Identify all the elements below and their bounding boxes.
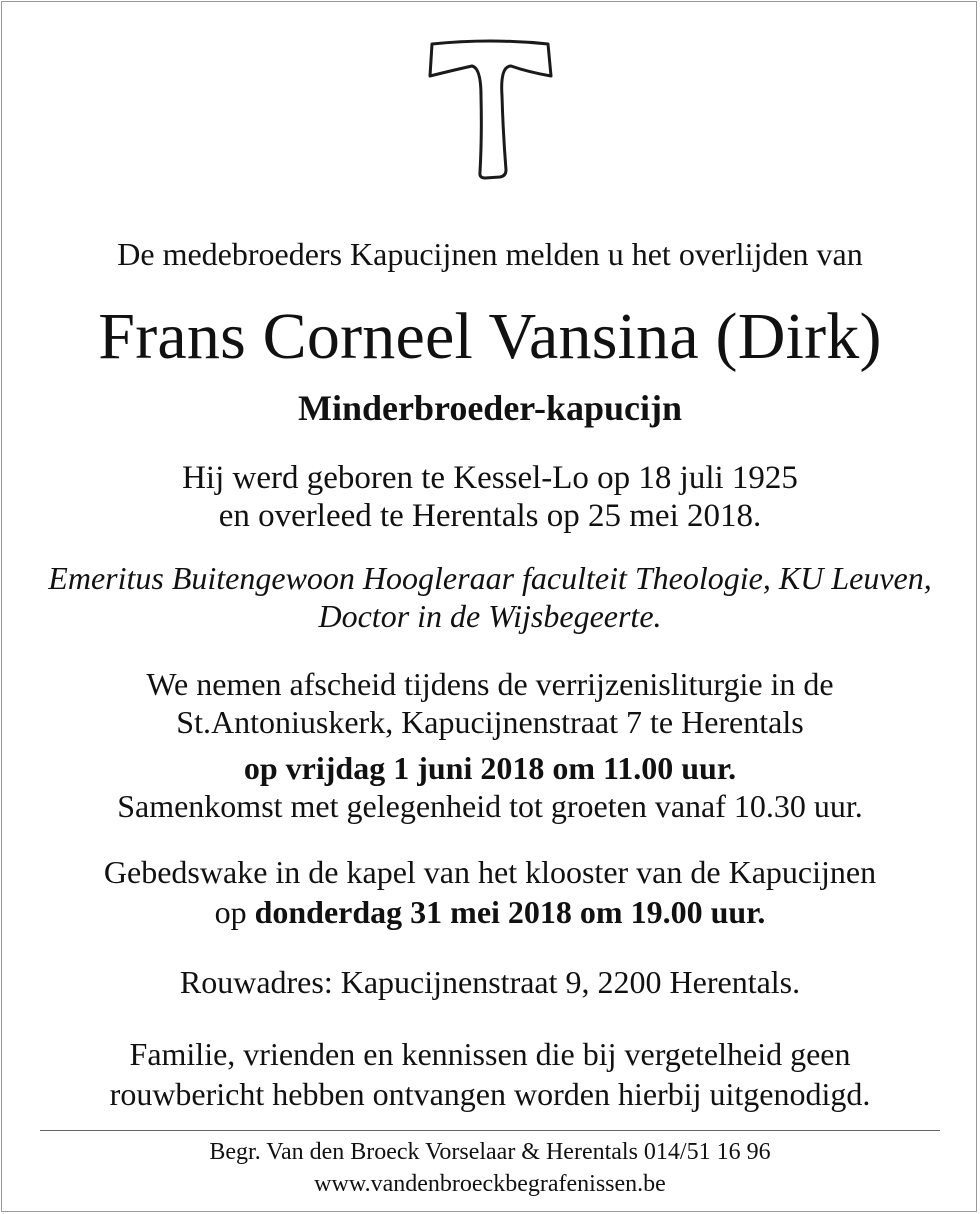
footer-divider [40,1130,940,1131]
tau-cross-icon [412,36,568,186]
deceased-name: Frans Corneel Vansina (Dirk) [98,300,882,373]
death-line: en overleed te Herentals op 25 mei 2018. [218,498,762,534]
undertaker-website: www.vandenbroeckbegrafenissen.be [314,1171,666,1197]
religious-title: Minderbroeder-kapucijn [298,388,682,428]
funeral-location: St.Antoniuskerk, Kapucijnenstraat 7 te Herentals [176,704,804,740]
funeral-date: op vrijdag 1 juni 2018 om 11.00 uur. [243,750,737,786]
academic-title-line: Emeritus Buitengewoon Hoogleraar faculteit Theologie, KU Leuven, [48,560,932,596]
prayer-vigil-date-line [0,896,980,928]
funeral-text-line: We nemen afscheid tijdens de verrijzenisliturgie in de [146,666,834,702]
mourning-address: Rouwadres: Kapucijnenstraat 9, 2200 Herentals. [179,964,801,1000]
prayer-vigil-prefix: op [214,894,247,930]
family-invitation-line: rouwbericht hebben ontvangen worden hierbij uitgenodigd. [109,1076,871,1112]
intro-text: De medebroeders Kapucijnen melden u het overlijden van [117,236,863,272]
prayer-vigil-text: Gebedswake in de kapel van het klooster van de Kapucijnen [103,854,877,890]
family-invitation-line: Familie, vrienden en kennissen die bij vergetelheid geen [129,1036,851,1072]
undertaker-info: Begr. Van den Broeck Vorselaar & Herentals 014/51 16 96 [209,1139,771,1165]
prayer-vigil-date: donderdag 31 mei 2018 om 19.00 uur. [254,894,766,930]
academic-degree-line: Doctor in de Wijsbegeerte. [318,598,662,634]
condolence-time: Samenkomst met gelegenheid tot groeten vanaf 10.30 uur. [117,788,863,824]
birth-line: Hij werd geboren te Kessel-Lo op 18 juli 1925 [182,460,798,496]
